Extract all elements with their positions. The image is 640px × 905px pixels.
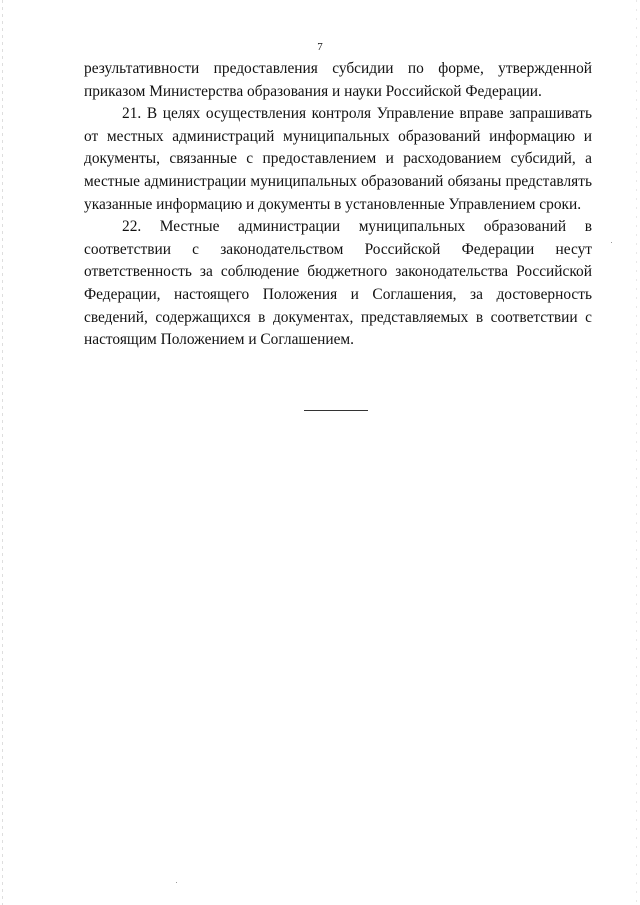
scan-speck — [611, 242, 612, 243]
closing-rule — [304, 410, 368, 411]
scan-edge-left — [2, 0, 3, 905]
page-number: 7 — [317, 41, 323, 53]
paragraph-22: 22. Местные администрации муниципальных образований в соответствии с законодательством Российской Федерации несут ответственность за соблюдение бюджетного законодательства Российской Федерации, настоящего Положения и Соглашения, за достоверность сведений, содержащихся в документах, представляемых в соответствии с настоящим Положением и Соглашением. — [84, 218, 592, 349]
paragraph-21: 21. В целях осуществления контроля Управление вправе запрашивать от местных администраций муниципальных образований информацию и документы, связанные с предоставлением и расходованием субсидий, а местные администрации муниципальных образований обязаны представлять указанные информацию и документы в установленные Управлением сроки. — [84, 105, 592, 213]
document-body — [84, 58, 592, 352]
paragraph-continuation: результативности предоставления субсидии по форме, утвержденной приказом Министерства образования и науки Российской Федерации. — [84, 60, 592, 100]
scan-speck — [176, 882, 177, 883]
scan-edge-right — [636, 0, 637, 905]
